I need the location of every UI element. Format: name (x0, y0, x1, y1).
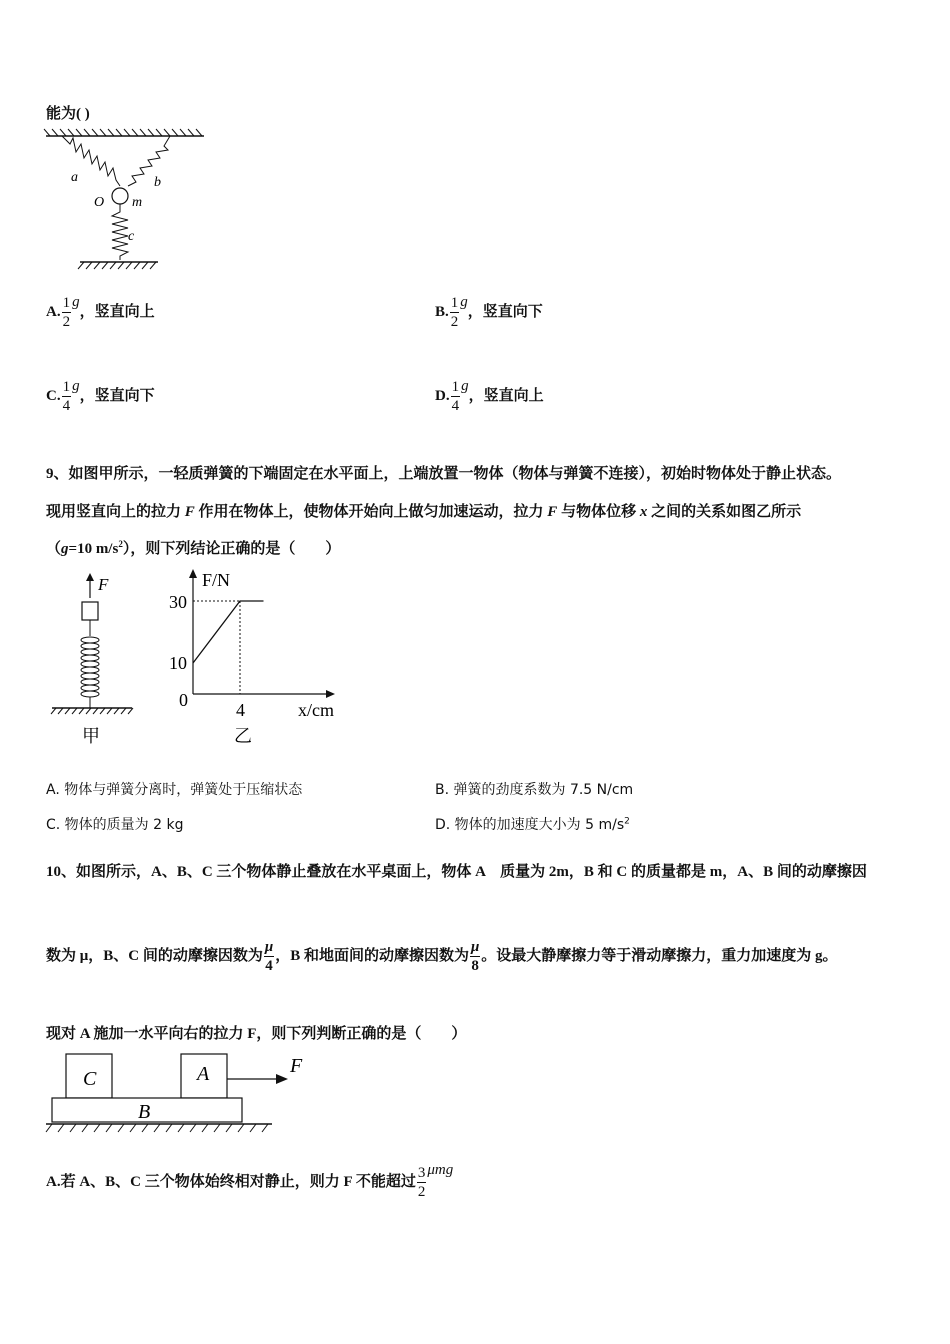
q9-option-b: B. 弹簧的劲度系数为 7.5 N/cm (435, 782, 634, 798)
tick-10: 10 (169, 653, 187, 673)
tick-30: 30 (169, 592, 187, 612)
tick-4: 4 (236, 700, 245, 720)
x-axis-label: x/cm (298, 700, 334, 720)
q9-option-d: D. 物体的加速度大小为 5 $m/s^2$ (435, 816, 630, 833)
q8-option-a: A. $\frac{1}{2}$ g，竖直向上 (46, 293, 155, 330)
q10-line2: 数为 μ，B、C 间的动摩擦因数为 $\frac{\mu}{4}$ ，B 和地面间的动摩擦因数为 $\frac{\mu}{8}$ 。设最大静摩擦力等于滑动摩擦力，重力加速度为 g。 (46, 939, 838, 974)
label-c: c (128, 229, 135, 244)
q8-option-c: C. $\frac{1}{4}$ g，竖直向下 (46, 377, 155, 414)
label-A: A (197, 1063, 210, 1085)
q10-figure (40, 1048, 320, 1138)
q10-option-a: A.若 A、B、C 三个物体始终相对静止，则力 F 不能超过 $\frac{3}{2}$ μmg (46, 1161, 454, 1200)
q9-line1: 9、如图甲所示，一轻质弹簧的下端固定在水平面上，上端放置一物体（物体与弹簧不连接），初始时物体处于静止状态。 (46, 466, 842, 482)
mass-o (112, 188, 128, 204)
force-label: F (98, 575, 109, 594)
q10-line3: 现对 A 施加一水平向右的拉力 F，则下列判断正确的是（ ） (46, 1026, 467, 1042)
spring-b (128, 136, 170, 186)
coil-spring (81, 637, 99, 697)
series-line (193, 601, 264, 663)
force-arrow (276, 1074, 288, 1084)
q8-option-b: B. $\frac{1}{2}$ g，竖直向下 (435, 293, 543, 330)
q9-figure-yi (160, 566, 350, 748)
q8-spring-figure (40, 128, 215, 273)
q9-option-c: C. 物体的质量为 2 kg (46, 817, 184, 833)
label-C: C (83, 1068, 97, 1090)
q8-tail: 能为( ) (46, 106, 90, 122)
caption-jia: 甲 (82, 726, 100, 746)
q9-option-a: A. 物体与弹簧分离时，弹簧处于压缩状态 (46, 782, 303, 798)
label-B: B (138, 1101, 151, 1123)
block (82, 602, 98, 620)
q10-line1: 10、如图所示，A、B、C 三个物体静止叠放在水平桌面上，物体 A 质量为 2m，B 和 C 的质量都是 m，A、B 间的动摩擦因 (46, 864, 867, 880)
q8-option-d: D. $\frac{1}{4}$ g，竖直向上 (435, 377, 544, 414)
y-axis-label: F/N (202, 570, 231, 590)
q9-line3: （g=10 $m/s^2$），则下列结论正确的是（ ） (46, 539, 341, 557)
tick-0: 0 (179, 690, 188, 710)
label-O: O (94, 195, 105, 210)
label-F: F (290, 1055, 303, 1077)
spring-c (112, 204, 128, 260)
label-m: m (132, 195, 143, 210)
q9-figure-jia (44, 570, 144, 750)
q9-line2: 现用竖直向上的拉力 F 作用在物体上，使物体开始向上做匀加速运动，拉力 F 与物体位移 x 之间的关系如图乙所示 (46, 504, 802, 520)
caption-yi: 乙 (234, 726, 252, 746)
label-b: b (154, 175, 161, 190)
label-a: a (71, 170, 78, 185)
